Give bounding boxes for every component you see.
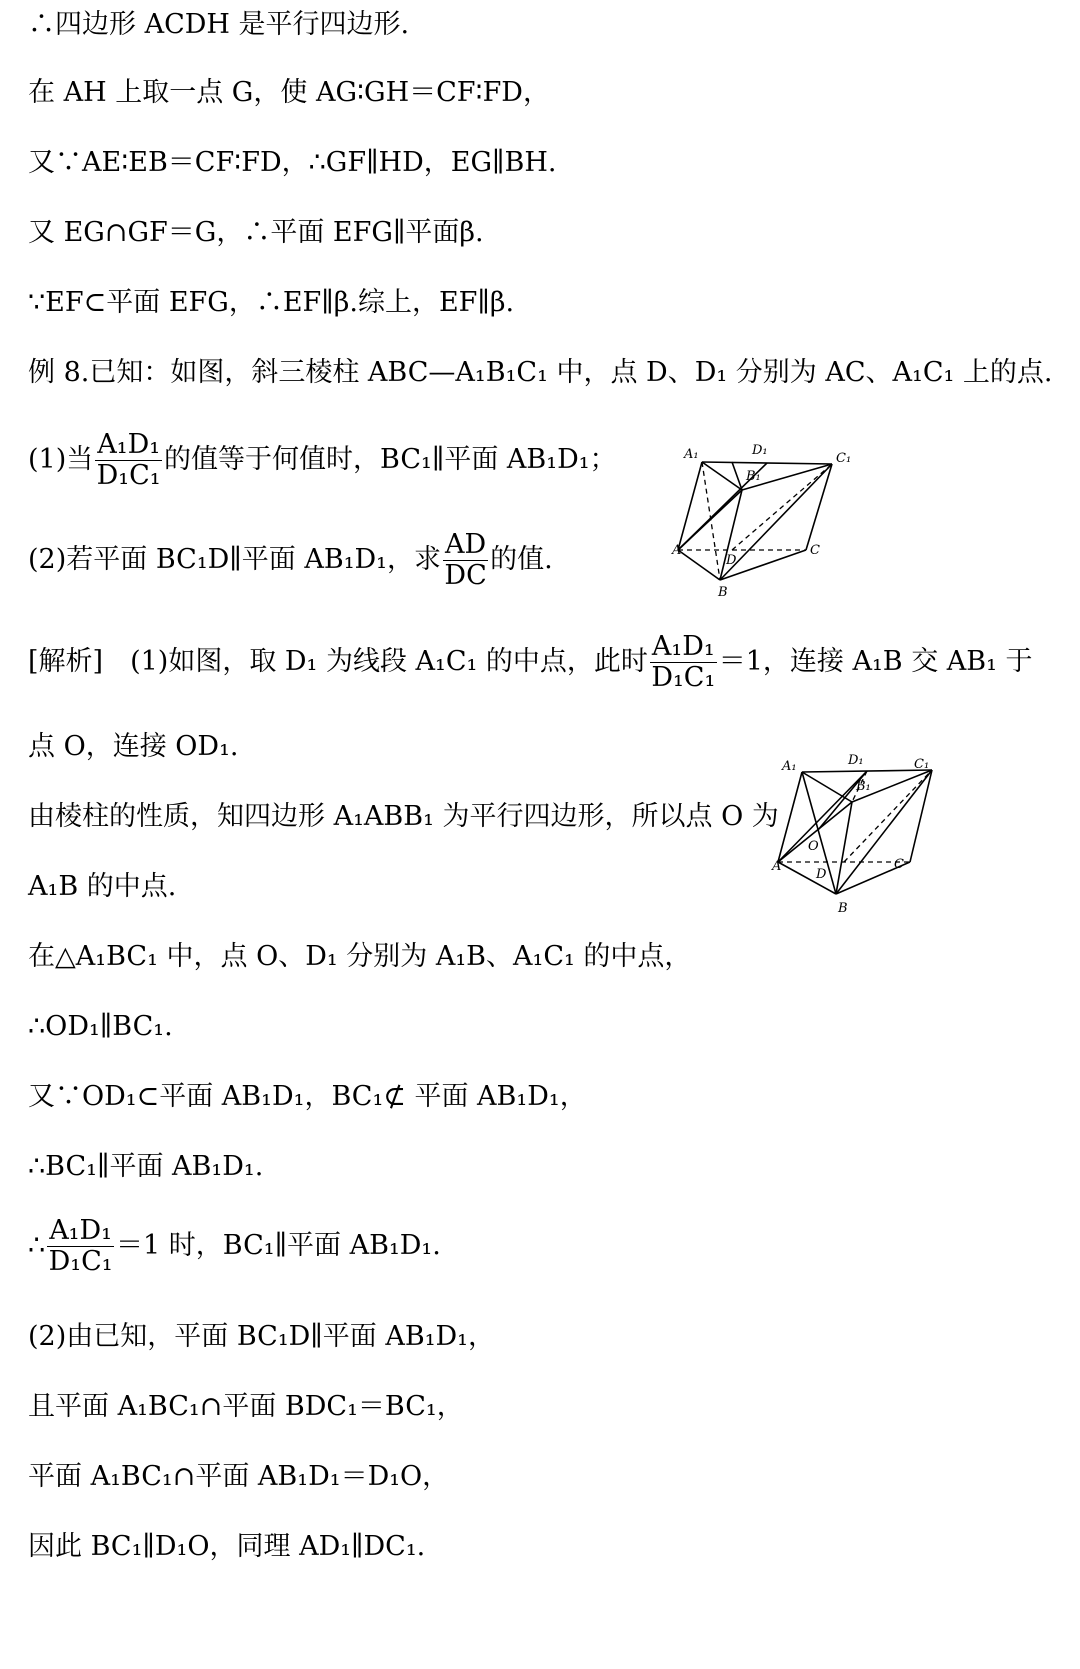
prism-figure-2 (772, 750, 965, 929)
prism-diagram (772, 750, 965, 925)
prism-diagram (672, 440, 865, 610)
label-o: O (808, 839, 819, 854)
analysis-prefix: [解析] (1)如图，取 D₁ 为线段 A₁C₁ 的中点，此时 (28, 646, 648, 677)
edge-a1-a (678, 462, 702, 550)
question-2-prefix: (2)若平面 BC₁D∥平面 AB₁D₁，求 (28, 544, 441, 575)
analysis-line (28, 632, 1033, 693)
edge-b1-b (836, 802, 852, 894)
text-line: 在△A₁BC₁ 中，点 O、D₁ 分别为 A₁B、A₁C₁ 的中点， (28, 941, 692, 972)
question-1-prefix: (1)当 (28, 444, 94, 475)
edge-a1-b1 (702, 462, 742, 490)
label-d: D (816, 867, 827, 882)
fraction-a1d1-over-d1c1 (650, 632, 717, 693)
label-c1: C₁ (914, 757, 930, 772)
text-line: 平面 A₁BC₁∩平面 AB₁D₁＝D₁O， (28, 1461, 450, 1492)
fraction-denominator: D₁C₁ (96, 460, 161, 491)
fraction-denominator: D₁C₁ (651, 662, 716, 693)
text-line: 点 O，连接 OD₁. (28, 731, 239, 762)
fraction-numerator: A₁D₁ (49, 1215, 112, 1246)
text-line: 因此 BC₁∥D₁O，同理 AD₁∥DC₁. (28, 1531, 426, 1562)
fraction-numerator: A₁D₁ (651, 631, 715, 662)
text-line: 又∵OD₁⊂平面 AB₁D₁，BC₁⊄ 平面 AB₁D₁， (28, 1081, 587, 1112)
label-c: C (894, 857, 904, 872)
fraction-numerator: AD (445, 529, 487, 560)
text-line: ∴四边形 ACDH 是平行四边形. (28, 9, 410, 40)
label-a1: A₁ (684, 447, 699, 462)
label-a: A (672, 543, 682, 558)
text-line: 在 AH 上取一点 G，使 AG∶GH＝CF∶FD， (28, 77, 550, 108)
text-line: A₁B 的中点. (28, 871, 177, 902)
example-heading: 例 8.已知：如图，斜三棱柱 ABC—A₁B₁C₁ 中，点 D、D₁ 分别为 AC、A₁C₁ 上的点. (28, 357, 1053, 388)
prism-figure-1 (672, 440, 865, 614)
label-a1: A₁ (782, 759, 797, 774)
fraction-denominator: DC (444, 560, 487, 591)
text-line: ∵EF⊂平面 EFG，∴EF∥β.综上，EF∥β. (28, 287, 515, 318)
edge-a-b (678, 550, 720, 580)
label-b1: B₁ (856, 779, 871, 794)
therefore-symbol: ∴ (28, 1230, 46, 1261)
question-1 (28, 430, 617, 491)
hidden-segment-a1-b (702, 462, 720, 580)
text-line: 且平面 A₁BC₁∩平面 BDC₁＝BC₁， (28, 1391, 464, 1422)
edge-a1-a (778, 772, 802, 862)
edge-a-b (778, 862, 836, 894)
question-2 (28, 530, 553, 591)
question-1-suffix: 的值等于何值时，BC₁∥平面 AB₁D₁； (164, 444, 617, 475)
fraction-ad-over-dc (443, 530, 488, 591)
label-a: A (772, 859, 782, 874)
fraction-denominator: D₁C₁ (48, 1246, 113, 1277)
conclusion-line (28, 1216, 441, 1277)
fraction-numerator: A₁D₁ (97, 429, 161, 460)
label-c: C (810, 543, 820, 558)
label-c1: C₁ (836, 451, 852, 466)
text-line: (2)由已知，平面 BC₁D∥平面 AB₁D₁， (28, 1321, 495, 1352)
label-d: D (726, 553, 737, 568)
text-line: ∴BC₁∥平面 AB₁D₁. (28, 1151, 264, 1182)
question-2-suffix: 的值. (490, 544, 553, 575)
analysis-suffix: ＝1，连接 A₁B 交 AB₁ 于 (718, 646, 1033, 677)
fraction-a1d1-over-d1c1 (47, 1216, 114, 1277)
label-d1: D₁ (752, 443, 768, 458)
label-d1: D₁ (848, 753, 864, 768)
text-line: 又 EG∩GF＝G，∴平面 EFG∥平面β. (28, 217, 484, 248)
label-b: B (838, 901, 848, 916)
conclusion-suffix: ＝1 时，BC₁∥平面 AB₁D₁. (115, 1230, 441, 1261)
fraction-a1d1-over-d1c1 (95, 430, 162, 491)
label-b1: B₁ (746, 469, 761, 484)
text-line: 又∵AE∶EB＝CF∶FD，∴GF∥HD，EG∥BH. (28, 147, 557, 178)
text-line: ∴OD₁∥BC₁. (28, 1011, 173, 1042)
text-line: 由棱柱的性质，知四边形 A₁ABB₁ 为平行四边形，所以点 O 为 (28, 801, 779, 832)
label-b: B (718, 585, 728, 600)
